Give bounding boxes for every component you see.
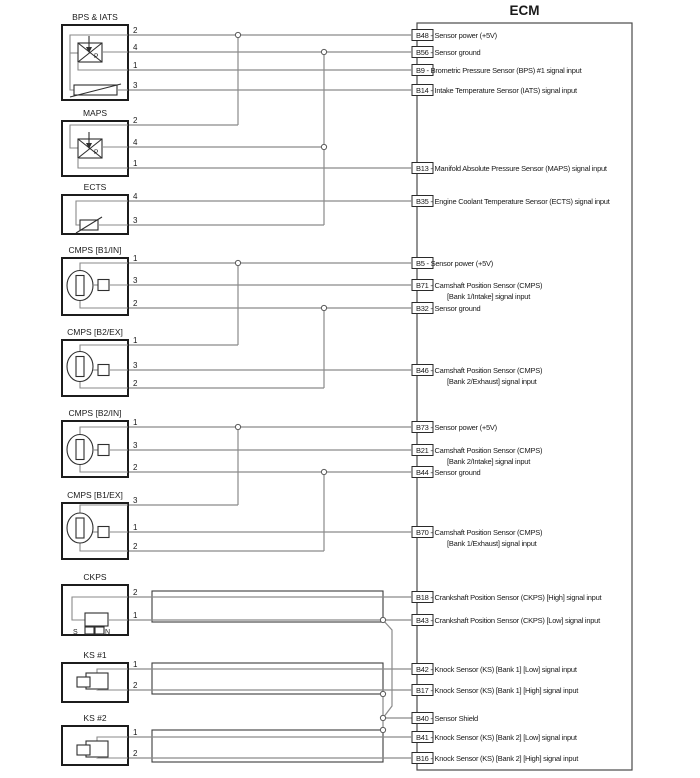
connector-pin-number: 2 [133,116,138,125]
connector-pin-number: 4 [133,192,138,201]
connector-pin-number: 2 [133,681,138,690]
magnet-north-label: N [105,629,111,636]
ecm-pin-label: B70 - Camshaft Position Sensor (CMPS) [416,528,543,537]
sensor-title: KS #2 [83,713,107,723]
ecm-pin-label-line2: [Bank 2/Intake] signal input [447,457,531,466]
connector-pin-number: 2 [133,463,138,472]
ecm-pin-b70 [412,527,543,549]
sensor-title: CMPS [B2/EX] [67,327,123,337]
internal-wire [80,263,128,271]
connector-pin-number: 3 [133,496,138,505]
shield-box [152,730,383,762]
ecm-pin-label: B43 - Crankshaft Position Sensor (CKPS) [Low] signal input [416,616,600,625]
ecm-pin-label-line2: [Bank 1/Intake] signal input [447,292,531,301]
ecm-pin-label: B48 - Sensor power (+5V) [416,31,497,40]
sensor-cmps-b2-ex [62,327,412,396]
ecm-pin-b13 [412,163,608,174]
ecm-pin-b9 [412,65,583,76]
connector-pin-number: 2 [133,379,138,388]
ecm-pin-b18 [412,592,603,603]
ecm-pin-label: B32 - Sensor ground [416,304,481,313]
sensor-ects [62,182,412,234]
internal-wire [80,345,128,352]
internal-wire [80,301,128,309]
internal-wire [80,505,128,513]
connector-pin-number: 2 [133,26,138,35]
junction-dot [380,691,385,696]
sensor-title: ECTS [83,182,107,192]
connector-pin-number: 1 [133,418,138,427]
junction-dot [380,715,385,720]
cmps-element-icon [98,527,109,538]
connector-pin-number: 1 [133,336,138,345]
ecm-pin-b41 [412,732,578,743]
junction-dot [235,424,240,429]
ecm-pin-label: B5 - Sensor power (+5V) [416,259,493,268]
connector-pin-number: 3 [133,216,138,225]
junction-dot [321,144,326,149]
ecm-pin-b48 [412,30,498,41]
ecm-pin-b17 [412,685,579,696]
sensor-cmps-b1-ex [62,490,412,559]
knock-element-icon [77,745,90,755]
sensor-cmps-b2-in [62,408,412,477]
internal-wire [97,669,128,673]
ecm-pin-label: B71 - Camshaft Position Sensor (CMPS) [416,281,543,290]
connector-pin-number: 2 [133,749,138,758]
ecm-pin-label: B56 - Sensor ground [416,48,481,57]
connector-pin-number: 3 [133,81,138,90]
connector-pin-number: 3 [133,361,138,370]
sensor-title: MAPS [82,108,108,118]
internal-wire [97,737,128,741]
connector-pin-number: 1 [133,61,138,70]
sensor-connector-box [62,726,128,765]
ecm-pin-b21 [412,445,543,467]
connector-pin-number: 2 [133,588,138,597]
ecm-pin-b16 [412,753,579,764]
cmps-element-icon [98,445,109,456]
shield-box [152,591,383,622]
knock-element-icon [77,677,90,687]
ecm-pin-b32 [412,303,481,314]
coil-icon [85,613,108,626]
connector-pin-number: 1 [133,254,138,263]
magnet-icon [85,627,94,634]
ecm-pin-b5 [412,258,494,269]
cmps-element-icon [98,365,109,376]
ecm-pin-b44 [412,467,481,478]
sensor-title: CMPS [B1/EX] [67,490,123,500]
sensor-title: CMPS [B2/IN] [68,408,122,418]
ecm-pin-b56 [412,47,481,58]
ecm-pin-b73 [412,422,498,433]
ecm-pin-label: B16 - Knock Sensor (KS) [Bank 2] [High] signal input [416,754,579,763]
ecm-pin-label: B73 - Sensor power (+5V) [416,423,497,432]
sensor-ckps [62,572,412,636]
internal-wire [80,382,128,389]
ecm-title: ECM [509,3,540,18]
ecm-pin-label-line2: [Bank 1/Exhaust] signal input [447,539,537,548]
ecm-pin-label: B41 - Knock Sensor (KS) [Bank 2] [Low] signal input [416,733,577,742]
internal-wire [80,543,128,551]
ecm-pin-b43 [412,615,601,626]
sensor-title: CMPS [B1/IN] [68,245,122,255]
ecm-pin-label: B18 - Crankshaft Position Sensor (CKPS) [High] signal input [416,593,602,602]
internal-wire [78,158,128,168]
ecm-pin-label: B17 - Knock Sensor (KS) [Bank 1] [High] signal input [416,686,579,695]
ecm-pin-label: B44 - Sensor ground [416,468,481,477]
ecm-pin-label: B42 - Knock Sensor (KS) [Bank 1] [Low] signal input [416,665,577,674]
ecm-pin-label: B21 - Camshaft Position Sensor (CMPS) [416,446,543,455]
sensor-maps [62,108,412,176]
sensor-ks-2 [62,713,412,765]
connector-pin-number: 1 [133,159,138,168]
ecm-pin-b46 [412,365,543,387]
ecm-pin-label: B9 - Brometric Pressure Sensor (BPS) #1 signal input [416,66,582,75]
connector-pin-number: 3 [133,441,138,450]
ecm-pin-label: B13 - Manifold Absolute Pressure Sensor (MAPS) signal input [416,164,607,173]
magnet-icon [95,627,104,634]
sensor-cmps-b1-in [62,245,412,315]
sensor-title: BPS & IATS [72,12,118,22]
sensor-bps-iats [62,12,412,100]
connector-pin-number: 3 [133,276,138,285]
sensor-title: CKPS [83,572,107,582]
shield-box [152,663,383,694]
junction-dot [380,727,385,732]
ecm-pin-b42 [412,664,578,675]
pressure-letter: P [94,53,99,60]
junction-dot [235,260,240,265]
junction-dot [380,617,385,622]
ecm-pin-b71 [412,280,543,302]
connector-pin-number: 1 [133,728,138,737]
ecm-pin-label: B46 - Camshaft Position Sensor (CMPS) [416,366,543,375]
ecm-pin-label-line2: [Bank 2/Exhaust] signal input [447,377,537,386]
internal-wire [78,62,128,70]
connector-pin-number: 1 [133,523,138,532]
internal-wire [80,427,128,435]
junction-dot [321,49,326,54]
ecm-pin-b35 [412,196,611,207]
magnet-south-label: S [73,629,78,636]
cmps-element-icon [98,280,109,291]
internal-wire [76,201,128,225]
pressure-letter: P [94,149,99,156]
junction-dot [321,305,326,310]
internal-wire [70,125,128,148]
junction-dot [235,32,240,37]
connector-pin-number: 4 [133,43,138,52]
connector-pin-number: 2 [133,542,138,551]
ecm-pin-label: B40 - Sensor Shield [416,714,478,723]
ecm-module [417,3,632,770]
sensor-title: KS #1 [83,650,107,660]
ecm-pin-b14 [412,85,578,96]
ecm-box [417,23,632,770]
internal-wire [80,465,128,473]
ecm-pin-label: B14 - Intake Temperature Sensor (IATS) signal input [416,86,577,95]
ecm-pin-b40 [383,713,478,724]
ecm-pin-label: B35 - Engine Coolant Temperature Sensor (ECTS) signal input [416,197,610,206]
connector-pin-number: 2 [133,299,138,308]
connector-pin-number: 1 [133,611,138,620]
junction-dot [321,469,326,474]
connector-pin-number: 1 [133,660,138,669]
connector-pin-number: 4 [133,138,138,147]
